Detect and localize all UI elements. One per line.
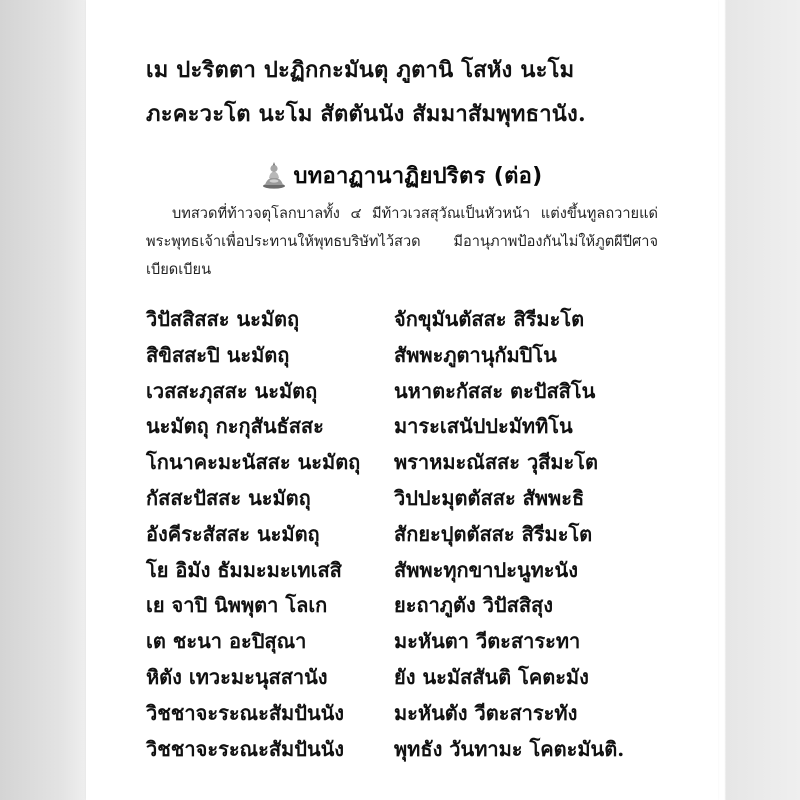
verse-left: นะมัตถุ กะกุสันธัสสะ (146, 414, 324, 439)
intro-line-2: ภะคะวะโต นะโม สัตตันนัง สัมมาสัมพุทธานัง. (146, 101, 586, 127)
verse-left: โกนาคะมะนัสสะ นะมัตถุ (146, 450, 361, 475)
verse-right: พุทธัง วันทามะ โคตะมันติ. (394, 736, 625, 761)
verse-grid (146, 302, 666, 767)
page-edge (716, 0, 800, 800)
verse-left: เย จาปิ นิพพุตา โลเก (146, 593, 328, 618)
verse-left: โย อิมัง ธัมมะมะเทเสสิ (146, 557, 342, 582)
verse-right: สักยะปุตตัสสะ สิรีมะโต (394, 521, 593, 546)
verse-left: หิตัง เทวะมะนุสสานัง (146, 664, 328, 689)
buddha-icon (261, 161, 287, 189)
intro-line-1: เม ปะริตตา ปะฏิกกะมันตุ ภูตานิ โสหัง นะโม (146, 57, 575, 83)
verse-right: สัพพะภูตานุกัมปิโน (394, 342, 557, 367)
section-heading (138, 158, 666, 192)
verse-left: วิชชาจะระณะสัมปันนัง (146, 700, 345, 725)
section-title: บทอาฏานาฏิยปริตร (ต่อ) (293, 163, 543, 189)
verse-right: จักขุมันตัสสะ สิรีมะโต (394, 307, 585, 331)
verse-right: สัพพะทุกขาปะนูทะนัง (394, 557, 578, 582)
verse-right: ยัง นะมัสสันติ โคตะมัง (394, 664, 589, 689)
verse-left: สิขิสสะปิ นะมัตถุ (146, 342, 290, 367)
verse-right: นหาตะกัสสะ ตะปัสสิโน (394, 378, 596, 403)
verse-right: พราหมะณัสสะ วุสีมะโต (394, 450, 599, 475)
verse-right: มะหันตา วีตะสาระทา (394, 629, 581, 654)
verse-right: มะหันตัง วีตะสาระทัง (394, 700, 578, 725)
verse-right: ยะถาภูตัง วิปัสสิสุง (394, 593, 554, 618)
section-description: บทสวดที่ท้าวจตุโลกบาลทั้ง ๔ มีท้าวเวสสุวัณเป็นหัวหน้า แต่งขึ้นทูลถวายแด่พระพุทธเจ้าเพื่อประทานให้พุทธบริษัทไว้สวด มีอานุภาพป้องกันไม่ให้ภูตผีปีศาจเบียดเบียน (146, 205, 658, 278)
verse-left: เวสสะภุสสะ นะมัตถุ (146, 378, 318, 403)
verse-left: วิปัสสิสสะ นะมัตถุ (146, 307, 300, 331)
verse-left: วิชชาจะระณะสัมปันนัง (146, 736, 345, 761)
verse-right: มาระเสนัปปะมัททิโน (394, 414, 573, 439)
verse-left: อังคีระสัสสะ นะมัตถุ (146, 521, 320, 546)
page-content (146, 48, 666, 767)
verse-left: เต ชะนา อะปิสุณา (146, 629, 307, 654)
verse-right: วิปปะมุตตัสสะ สัพพะธิ (394, 485, 585, 510)
verse-left: กัสสะปัสสะ นะมัตถุ (146, 485, 311, 510)
